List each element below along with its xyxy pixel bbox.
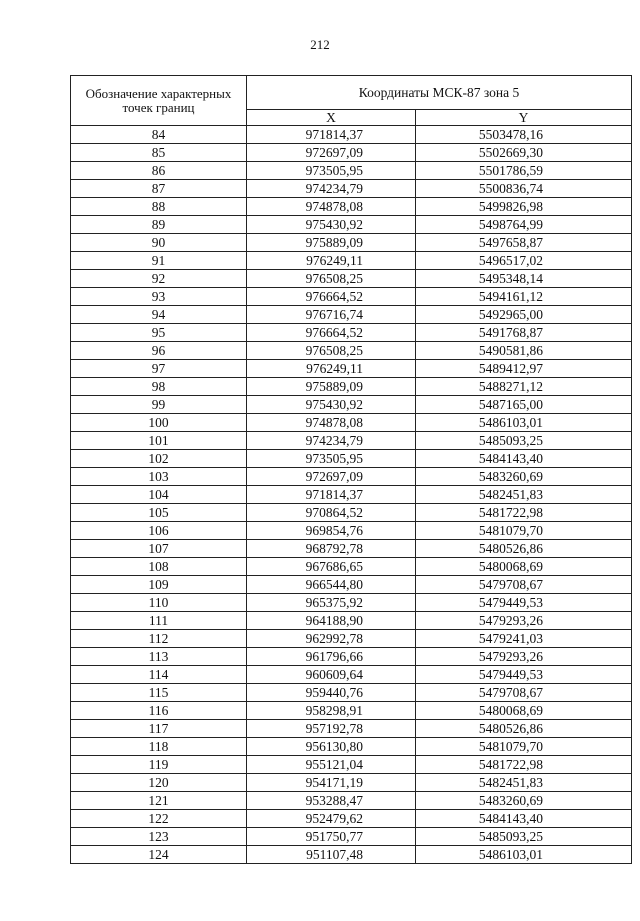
point-number-cell: 117 xyxy=(71,720,247,738)
table-row xyxy=(71,324,632,342)
point-number-cell: 108 xyxy=(71,558,247,576)
point-number-cell: 97 xyxy=(71,360,247,378)
page-number: 212 xyxy=(310,37,330,52)
x-coordinate-cell: 973505,95 xyxy=(247,162,416,180)
y-coordinate-cell: 5481079,70 xyxy=(416,522,632,540)
y-coordinate-cell: 5503478,16 xyxy=(416,126,632,144)
x-coordinate-cell: 968792,78 xyxy=(247,540,416,558)
y-coordinate-cell: 5495348,14 xyxy=(416,270,632,288)
point-number-cell: 112 xyxy=(71,630,247,648)
x-coordinate-cell: 964188,90 xyxy=(247,612,416,630)
x-coordinate-cell: 973505,95 xyxy=(247,450,416,468)
table-row xyxy=(71,612,632,630)
table-row xyxy=(71,126,632,144)
y-coordinate-cell: 5494161,12 xyxy=(416,288,632,306)
x-coordinate-cell: 957192,78 xyxy=(247,720,416,738)
point-number-cell: 105 xyxy=(71,504,247,522)
point-number-cell: 115 xyxy=(71,684,247,702)
table-row xyxy=(71,450,632,468)
table-row xyxy=(71,684,632,702)
y-coordinate-cell: 5481079,70 xyxy=(416,738,632,756)
x-coordinate-cell: 958298,91 xyxy=(247,702,416,720)
coordinate-system-header: Координаты МСК-87 зона 5 xyxy=(247,76,632,110)
point-number-cell: 101 xyxy=(71,432,247,450)
table-row xyxy=(71,648,632,666)
point-number-cell: 109 xyxy=(71,576,247,594)
table-row xyxy=(71,432,632,450)
point-number-cell: 89 xyxy=(71,216,247,234)
table-row xyxy=(71,774,632,792)
y-coordinate-cell: 5485093,25 xyxy=(416,828,632,846)
y-coordinate-cell: 5479293,26 xyxy=(416,648,632,666)
y-coordinate-cell: 5486103,01 xyxy=(416,846,632,864)
x-coordinate-cell: 967686,65 xyxy=(247,558,416,576)
y-coordinate-cell: 5483260,69 xyxy=(416,468,632,486)
table-row xyxy=(71,162,632,180)
point-number-cell: 87 xyxy=(71,180,247,198)
table-row xyxy=(71,234,632,252)
point-number-cell: 96 xyxy=(71,342,247,360)
table-row xyxy=(71,810,632,828)
x-coordinate-cell: 975889,09 xyxy=(247,234,416,252)
y-column-header: Y xyxy=(416,110,632,126)
x-coordinate-cell: 956130,80 xyxy=(247,738,416,756)
y-coordinate-cell: 5479293,26 xyxy=(416,612,632,630)
y-coordinate-cell: 5499826,98 xyxy=(416,198,632,216)
y-coordinate-cell: 5492965,00 xyxy=(416,306,632,324)
table-header xyxy=(71,76,632,126)
table-row xyxy=(71,306,632,324)
point-number-cell: 111 xyxy=(71,612,247,630)
y-coordinate-cell: 5479449,53 xyxy=(416,666,632,684)
table-row xyxy=(71,558,632,576)
point-number-cell: 120 xyxy=(71,774,247,792)
x-coordinate-cell: 974234,79 xyxy=(247,432,416,450)
point-number-cell: 102 xyxy=(71,450,247,468)
y-coordinate-cell: 5496517,02 xyxy=(416,252,632,270)
x-coordinate-cell: 976249,11 xyxy=(247,252,416,270)
point-number-cell: 95 xyxy=(71,324,247,342)
table-row xyxy=(71,252,632,270)
point-number-cell: 113 xyxy=(71,648,247,666)
x-coordinate-cell: 951107,48 xyxy=(247,846,416,864)
point-number-cell: 107 xyxy=(71,540,247,558)
point-number-cell: 119 xyxy=(71,756,247,774)
point-number-cell: 90 xyxy=(71,234,247,252)
y-coordinate-cell: 5489412,97 xyxy=(416,360,632,378)
table-row xyxy=(71,792,632,810)
y-coordinate-cell: 5490581,86 xyxy=(416,342,632,360)
point-number-cell: 122 xyxy=(71,810,247,828)
x-coordinate-cell: 976249,11 xyxy=(247,360,416,378)
table-row xyxy=(71,288,632,306)
y-coordinate-cell: 5487165,00 xyxy=(416,396,632,414)
table-row xyxy=(71,396,632,414)
y-coordinate-cell: 5479241,03 xyxy=(416,630,632,648)
y-coordinate-cell: 5479449,53 xyxy=(416,594,632,612)
table-row xyxy=(71,468,632,486)
x-column-header: X xyxy=(247,110,416,126)
point-number-cell: 92 xyxy=(71,270,247,288)
y-coordinate-cell: 5486103,01 xyxy=(416,414,632,432)
point-number-cell: 106 xyxy=(71,522,247,540)
x-coordinate-cell: 966544,80 xyxy=(247,576,416,594)
table-row xyxy=(71,828,632,846)
point-number-cell: 124 xyxy=(71,846,247,864)
x-coordinate-cell: 951750,77 xyxy=(247,828,416,846)
table-row xyxy=(71,144,632,162)
point-number-cell: 114 xyxy=(71,666,247,684)
table-row xyxy=(71,720,632,738)
x-coordinate-cell: 976664,52 xyxy=(247,324,416,342)
table-row xyxy=(71,270,632,288)
table-body xyxy=(71,126,632,864)
point-number-cell: 103 xyxy=(71,468,247,486)
point-number-cell: 118 xyxy=(71,738,247,756)
y-coordinate-cell: 5484143,40 xyxy=(416,450,632,468)
y-coordinate-cell: 5483260,69 xyxy=(416,792,632,810)
x-coordinate-cell: 953288,47 xyxy=(247,792,416,810)
point-number-cell: 123 xyxy=(71,828,247,846)
point-number-cell: 91 xyxy=(71,252,247,270)
point-number-cell: 93 xyxy=(71,288,247,306)
x-coordinate-cell: 965375,92 xyxy=(247,594,416,612)
table-row xyxy=(71,414,632,432)
x-coordinate-cell: 976508,25 xyxy=(247,270,416,288)
x-coordinate-cell: 976664,52 xyxy=(247,288,416,306)
y-coordinate-cell: 5480526,86 xyxy=(416,720,632,738)
table-row xyxy=(71,756,632,774)
point-number-cell: 116 xyxy=(71,702,247,720)
x-coordinate-cell: 961796,66 xyxy=(247,648,416,666)
table-row xyxy=(71,846,632,864)
x-coordinate-cell: 960609,64 xyxy=(247,666,416,684)
x-coordinate-cell: 975430,92 xyxy=(247,396,416,414)
y-coordinate-cell: 5502669,30 xyxy=(416,144,632,162)
x-coordinate-cell: 959440,76 xyxy=(247,684,416,702)
y-coordinate-cell: 5498764,99 xyxy=(416,216,632,234)
point-number-cell: 121 xyxy=(71,792,247,810)
point-number-cell: 98 xyxy=(71,378,247,396)
x-coordinate-cell: 971814,37 xyxy=(247,486,416,504)
point-number-cell: 94 xyxy=(71,306,247,324)
point-number-cell: 84 xyxy=(71,126,247,144)
table-row xyxy=(71,216,632,234)
table-row xyxy=(71,486,632,504)
point-designation-header: Обозначение характерных точек границ xyxy=(71,76,247,126)
table-row xyxy=(71,198,632,216)
y-coordinate-cell: 5488271,12 xyxy=(416,378,632,396)
y-coordinate-cell: 5485093,25 xyxy=(416,432,632,450)
y-coordinate-cell: 5480068,69 xyxy=(416,702,632,720)
y-coordinate-cell: 5481722,98 xyxy=(416,756,632,774)
table-row xyxy=(71,594,632,612)
point-number-cell: 88 xyxy=(71,198,247,216)
y-coordinate-cell: 5480068,69 xyxy=(416,558,632,576)
table-row xyxy=(71,576,632,594)
table-row xyxy=(71,738,632,756)
y-coordinate-cell: 5480526,86 xyxy=(416,540,632,558)
header-row-top xyxy=(71,76,632,110)
x-coordinate-cell: 955121,04 xyxy=(247,756,416,774)
y-coordinate-cell: 5481722,98 xyxy=(416,504,632,522)
x-coordinate-cell: 974234,79 xyxy=(247,180,416,198)
x-coordinate-cell: 954171,19 xyxy=(247,774,416,792)
y-coordinate-cell: 5482451,83 xyxy=(416,774,632,792)
point-number-cell: 99 xyxy=(71,396,247,414)
point-number-cell: 100 xyxy=(71,414,247,432)
x-coordinate-cell: 976508,25 xyxy=(247,342,416,360)
y-coordinate-cell: 5482451,83 xyxy=(416,486,632,504)
x-coordinate-cell: 962992,78 xyxy=(247,630,416,648)
table-row xyxy=(71,504,632,522)
y-coordinate-cell: 5484143,40 xyxy=(416,810,632,828)
x-coordinate-cell: 972697,09 xyxy=(247,144,416,162)
table-row xyxy=(71,666,632,684)
x-coordinate-cell: 974878,08 xyxy=(247,198,416,216)
y-coordinate-cell: 5501786,59 xyxy=(416,162,632,180)
x-coordinate-cell: 971814,37 xyxy=(247,126,416,144)
x-coordinate-cell: 970864,52 xyxy=(247,504,416,522)
coordinates-table xyxy=(70,75,632,864)
table-row xyxy=(71,702,632,720)
table-row xyxy=(71,378,632,396)
y-coordinate-cell: 5491768,87 xyxy=(416,324,632,342)
x-coordinate-cell: 974878,08 xyxy=(247,414,416,432)
point-number-cell: 86 xyxy=(71,162,247,180)
point-number-cell: 104 xyxy=(71,486,247,504)
table-row xyxy=(71,360,632,378)
table-row xyxy=(71,630,632,648)
x-coordinate-cell: 976716,74 xyxy=(247,306,416,324)
table-row xyxy=(71,342,632,360)
x-coordinate-cell: 975889,09 xyxy=(247,378,416,396)
point-number-cell: 85 xyxy=(71,144,247,162)
y-coordinate-cell: 5497658,87 xyxy=(416,234,632,252)
table-row xyxy=(71,180,632,198)
x-coordinate-cell: 972697,09 xyxy=(247,468,416,486)
y-coordinate-cell: 5479708,67 xyxy=(416,576,632,594)
table-row xyxy=(71,522,632,540)
y-coordinate-cell: 5500836,74 xyxy=(416,180,632,198)
y-coordinate-cell: 5479708,67 xyxy=(416,684,632,702)
x-coordinate-cell: 952479,62 xyxy=(247,810,416,828)
table-row xyxy=(71,540,632,558)
point-number-cell: 110 xyxy=(71,594,247,612)
x-coordinate-cell: 969854,76 xyxy=(247,522,416,540)
x-coordinate-cell: 975430,92 xyxy=(247,216,416,234)
